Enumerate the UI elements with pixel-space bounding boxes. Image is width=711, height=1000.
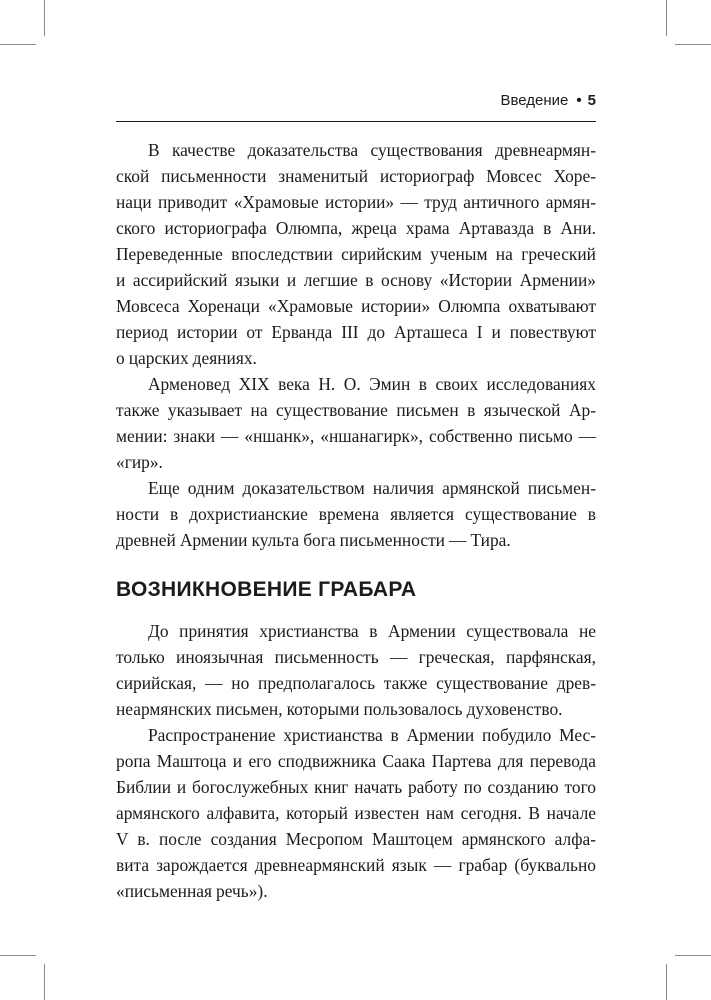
text-line: сирийская, — но предполагалось также существование древ- <box>116 673 596 693</box>
text-line: мении: знаки — «ншанк», «ншанагирк», собственно письмо — <box>116 426 596 446</box>
section-heading: ВОЗНИКНОВЕНИЕ ГРАБАРА <box>116 578 417 601</box>
running-head <box>500 92 596 109</box>
text-line: армянского алфавита, который известен нам сегодня. В начале <box>116 803 596 823</box>
text-line: период истории от Ерванда III до Арташеса I и повествуют <box>116 322 596 342</box>
text-line: Библии и богослужебных книг начать работу по созданию того <box>116 777 596 797</box>
crop-mark-bottom-right-v <box>666 964 667 1000</box>
crop-mark-bottom-left-h <box>0 955 36 956</box>
crop-mark-bottom-right-h <box>675 955 711 956</box>
text-line: также указывает на существование письмен в языческой Ар- <box>116 400 596 420</box>
text-line: и ассирийский языки и легшие в основу «Истории Армении» <box>116 270 596 290</box>
section-text-block <box>116 618 596 904</box>
text-line: Распространение христианства в Армении побудило Мес- <box>148 725 596 745</box>
text-line: вита зарождается древнеармянский язык — грабар (буквально <box>116 855 596 875</box>
crop-mark-top-right-h <box>675 44 711 45</box>
text-line: «гир». <box>116 452 163 472</box>
text-line: Еще одним доказательством наличия армянской письмен- <box>148 478 596 498</box>
text-line: В качестве доказательства существования древнеармян- <box>148 140 596 160</box>
running-head-separator: • <box>576 92 582 109</box>
text-line: о царских деяниях. <box>116 348 257 368</box>
crop-mark-bottom-left-v <box>44 964 45 1000</box>
text-line: Мовсеса Хоренаци «Храмовые истории» Олюмпа охватывают <box>116 296 596 316</box>
text-line: ности в дохристианские времена является существование в <box>116 504 596 524</box>
crop-mark-top-left-v <box>44 0 45 36</box>
crop-mark-top-left-h <box>0 44 36 45</box>
intro-text-block <box>116 137 596 553</box>
text-line: неармянских письмен, которыми пользовалось духовенство. <box>116 699 563 719</box>
text-line: древней Армении культа бога письменности — Тира. <box>116 530 511 550</box>
text-line: «письменная речь»). <box>116 881 268 901</box>
crop-mark-top-right-v <box>666 0 667 36</box>
text-line: До принятия христианства в Армении существовала не <box>148 621 596 641</box>
text-line: ского историографа Олюмпа, жреца храма Артавазда в Ани. <box>116 218 596 238</box>
text-line: наци приводит «Храмовые истории» — труд античного армян- <box>116 192 596 212</box>
text-line: Арменовед XIX века Н. О. Эмин в своих исследованиях <box>148 374 596 394</box>
header-rule <box>116 121 596 122</box>
text-line: Переведенные впоследствии сирийским ученым на греческий <box>116 244 596 264</box>
page-number: 5 <box>587 92 596 109</box>
running-head-section: Введение <box>500 92 569 109</box>
text-line: V в. после создания Месропом Маштоцем армянского алфа- <box>116 829 596 849</box>
text-line: только иноязычная письменность — греческая, парфянская, <box>116 647 596 667</box>
text-line: ской письменности знаменитый историограф Мовсес Хоре- <box>116 166 596 186</box>
text-line: ропа Маштоца и его сподвижника Саака Партева для перевода <box>116 751 596 771</box>
